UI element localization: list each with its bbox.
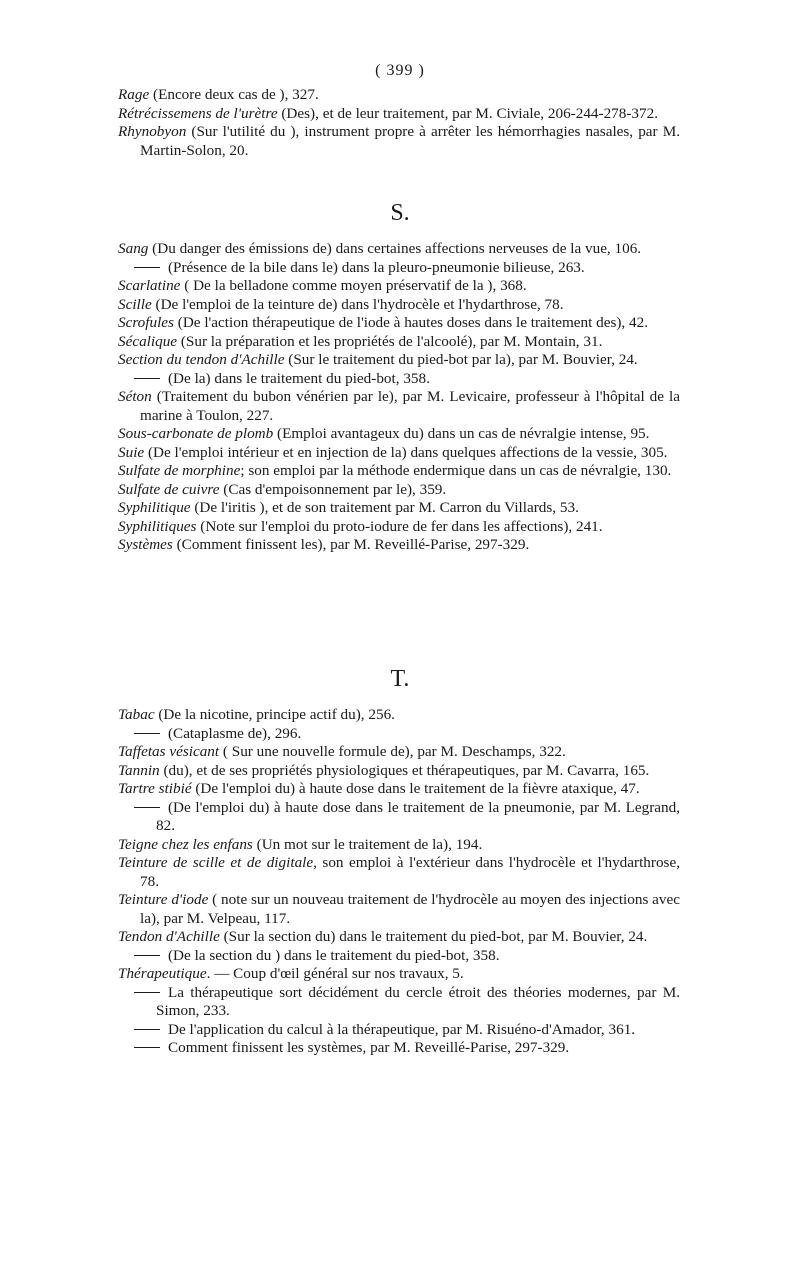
entry-text: (De l'emploi du) à haute dose dans le traitement de la fièvre ataxique, 47. — [191, 780, 640, 797]
index-entry — [118, 743, 680, 762]
entry-text: (du), et de ses propriétés physiologiques et thérapeutiques, par M. Cavarra, 165. — [159, 761, 650, 779]
ditto-dash — [134, 992, 160, 993]
page-number: ( 399 ) — [375, 62, 425, 79]
index-entry — [118, 259, 680, 278]
ditto-dash — [134, 378, 160, 379]
entry-text: (Encore deux cas de ), 327. — [149, 86, 319, 103]
entry-text: (Note sur l'emploi du proto-iodure de fer dans les affections), 241. — [196, 517, 603, 535]
section-s-entries — [118, 240, 680, 555]
ditto-dash — [134, 955, 160, 956]
entry-text: (Sur la section du) dans le traitement du pied-bot, par M. Bouvier, 24. — [219, 928, 648, 945]
entry-keyword: Teigne chez les enfans — [118, 835, 253, 853]
entry-text: (Cataplasme de), 296. — [168, 724, 302, 742]
entry-keyword: Tartre stibié — [118, 780, 192, 797]
index-entry — [118, 86, 680, 105]
entry-keyword: Teinture de scille et de digitale — [118, 854, 314, 871]
entry-text: (Sur le traitement du pied-bot par la), par M. Bouvier, 24. — [284, 351, 638, 368]
index-entry — [118, 836, 680, 855]
continued-entries — [118, 86, 680, 160]
index-entry — [118, 928, 680, 947]
entry-text: (Cas d'empoisonnement par le), 359. — [219, 480, 447, 498]
entry-keyword: Scarlatine — [118, 277, 181, 294]
entry-text: . — Coup d'œil général sur nos travaux, 5. — [206, 965, 464, 982]
index-entry — [118, 1039, 680, 1058]
entry-keyword: Systèmes — [118, 536, 173, 553]
section-letter-t: T. — [390, 666, 410, 692]
entry-text: Comment finissent les systèmes, par M. Reveillé-Parise, 297-329. — [168, 1039, 570, 1056]
entry-text: De l'application du calcul à la thérapeutique, par M. Risuéno-d'Amador, 361. — [168, 1020, 636, 1038]
section-letter-s: S. — [390, 200, 410, 226]
index-entry — [118, 105, 680, 124]
entry-text: (De la section du ) dans le traitement du pied-bot, 358. — [168, 946, 500, 964]
entry-text: (Emploi avantageux du) dans un cas de névralgie intense, 95. — [273, 425, 650, 442]
entry-keyword: Tendon d'Achille — [118, 928, 220, 945]
index-entry — [118, 780, 680, 799]
entry-text: ; son emploi par la méthode endermique dans un cas de névralgie, 130. — [240, 462, 672, 479]
index-entry — [118, 444, 680, 463]
entry-keyword: Rage — [118, 86, 150, 103]
index-entry — [118, 984, 680, 1021]
index-entry — [118, 499, 680, 518]
entry-keyword: Séton — [118, 388, 152, 405]
entry-keyword: Thérapeutique — [118, 965, 207, 982]
index-entry — [118, 388, 680, 425]
entry-keyword: Scille — [118, 295, 152, 313]
entry-keyword: Sous-carbonate de plomb — [118, 425, 274, 442]
index-entry — [118, 370, 680, 389]
section-t-entries — [118, 706, 680, 1058]
entry-text: (De l'emploi du) à haute dose dans le traitement de la pneumonie, par M. Legrand, 82. — [156, 798, 680, 834]
entry-keyword: Tannin — [118, 761, 160, 779]
entry-keyword: Teinture d'iode — [118, 891, 209, 908]
entry-keyword: Sécalique — [118, 332, 178, 350]
entry-text: ( Sur une nouvelle formule de), par M. Deschamps, 322. — [219, 743, 566, 760]
entry-text: (De l'iritis ), et de son traitement par M. Carron du Villards, 53. — [190, 499, 579, 516]
index-entry — [118, 333, 680, 352]
index-entry — [118, 481, 680, 500]
index-entry — [118, 947, 680, 966]
entry-text: ( note sur un nouveau traitement de l'hydrocèle au moyen des injections avec la), par M. Velpeau, 117. — [140, 891, 680, 927]
entry-text: (Présence de la bile dans le) dans la pleuro-pneumonie bilieuse, 263. — [168, 258, 585, 276]
entry-keyword: Section du tendon d'Achille — [118, 351, 285, 368]
index-entry — [118, 425, 680, 444]
entry-text: (De l'emploi de la teinture de) dans l'hydrocèle et l'hydarthrose, 78. — [151, 295, 564, 313]
index-entry — [118, 536, 680, 555]
entry-keyword: Tabac — [118, 706, 155, 723]
ditto-dash — [134, 1029, 160, 1030]
index-entry — [118, 799, 680, 836]
index-entry — [118, 462, 680, 481]
entry-text: (De la) dans le traitement du pied-bot, 358. — [168, 369, 430, 387]
entry-keyword: Syphilitiques — [118, 517, 197, 535]
entry-text: (Du danger des émissions de) dans certaines affections nerveuses de la vue, 106. — [148, 240, 642, 257]
index-entry — [118, 725, 680, 744]
index-entry — [118, 854, 680, 891]
entry-text: (Traitement du bubon vénérien par le), par M. Levicaire, professeur à l'hôpital de la marine à Toulon, 227. — [140, 388, 680, 424]
entry-text: (De l'emploi intérieur et en injection de la) dans quelques affections de la vessie, 305. — [144, 443, 668, 461]
entry-text: La thérapeutique sort décidément du cercle étroit des théories modernes, par M. Simon, 233. — [156, 983, 680, 1019]
entry-text: (Un mot sur le traitement de la), 194. — [252, 835, 483, 853]
entry-keyword: Syphilitique — [118, 499, 191, 516]
entry-text: (Comment finissent les), par M. Reveillé-Parise, 297-329. — [172, 536, 530, 553]
index-entry — [118, 277, 680, 296]
index-entry — [118, 762, 680, 781]
index-entry — [118, 351, 680, 370]
index-entry — [118, 706, 680, 725]
entry-keyword: Rétrécissemens de l'urètre — [118, 104, 278, 122]
index-entry — [118, 296, 680, 315]
entry-text: (De la nicotine, principe actif du), 256. — [154, 706, 395, 723]
entry-text: (Sur l'utilité du ), instrument propre à arrêter les hémorrhagies nasales, par M. Martin-Solon, 20. — [140, 123, 680, 159]
entry-keyword: Taffetas vésicant — [118, 743, 220, 760]
ditto-dash — [134, 267, 160, 268]
index-entry — [118, 518, 680, 537]
entry-keyword: Sang — [118, 240, 149, 257]
entry-keyword: Sulfate de morphine — [118, 462, 241, 479]
entry-text: (Sur la préparation et les propriétés de l'alcoolé), par M. Montain, 31. — [177, 332, 603, 350]
index-entry — [118, 891, 680, 928]
entry-keyword: Rhynobyon — [118, 123, 187, 140]
entry-text: (Des), et de leur traitement, par M. Civiale, 206-244-278-372. — [277, 104, 658, 122]
index-entry — [118, 314, 680, 333]
index-entry — [118, 965, 680, 984]
ditto-dash — [134, 733, 160, 734]
entry-text: (De l'action thérapeutique de l'iode à hautes doses dans le traitement des), 42. — [173, 314, 648, 331]
index-entry — [118, 123, 680, 160]
index-entry — [118, 240, 680, 259]
ditto-dash — [134, 807, 160, 808]
entry-keyword: Scrofules — [118, 314, 174, 331]
ditto-dash — [134, 1047, 160, 1048]
entry-text: , son emploi à l'extérieur dans l'hydrocèle et l'hydarthrose, 78. — [140, 854, 680, 890]
entry-text: ( De la belladone comme moyen préservatif de la ), 368. — [180, 277, 527, 294]
entry-keyword: Sulfate de cuivre — [118, 480, 220, 498]
index-entry — [118, 1021, 680, 1040]
entry-keyword: Suie — [118, 443, 145, 461]
